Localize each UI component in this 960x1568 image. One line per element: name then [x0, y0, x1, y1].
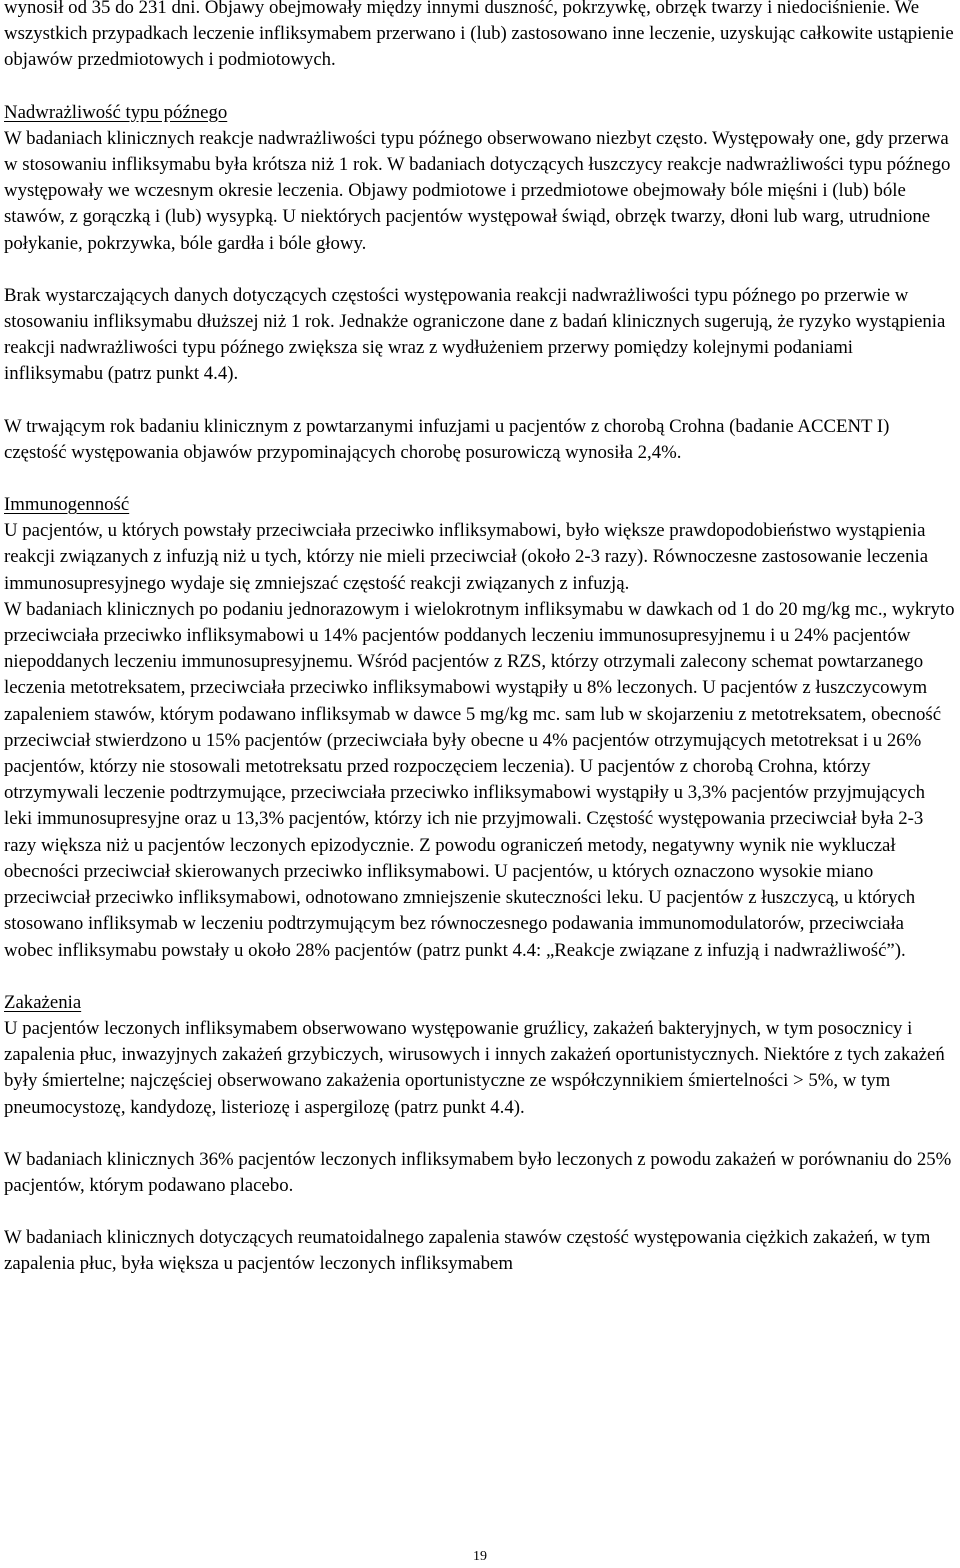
infections-text: U pacjentów leczonych infliksymabem obserwowano występowanie gruźlicy, zakażeń bakteryjnych, w tym posocznicy i zapalenia płuc, inwazyjnych zakażeń grzybiczych, wirusowych i innych zakażeń oportunistycznych. Niektóre z tych zakażeń były śmiertelne; najczęściej obserwowano zakażenia oportunistyczne ze współczynnikiem śmiertelności > 5%, w tym pneumocystozę, kandydozę, listeriozę i aspergilozę (patrz punkt 4.4).: [4, 1017, 945, 1118]
immunogenicity-text-2: W badaniach klinicznych po podaniu jednorazowym i wielokrotnym infliksymabu w dawkach od 1 do 20 mg/kg mc., wykryto przeciwciała przeciwko infliksymabowi u 14% pacjentów poddanych leczeniu immunosupresyjnemu i u 24% pacjentów niepoddanych leczeniu immunosupresyjnemu. Wśród pacjentów z RZS, którzy otrzymali zalecony schemat powtarzanego leczenia metotreksatem, przeciwciała przeciwko infliksymabowi wystąpiły u 8% leczonych. U pacjentów z łuszczycowym zapaleniem stawów, którym podawano infliksymab w dawce 5 mg/kg mc. sam lub w skojarzeniu z metotreksatem, obecność przeciwciał stwierdzono u 15% pacjentów (przeciwciała były obecne u 4% pacjentów otrzymujących metotreksat i u 26% pacjentów, którzy nie stosowali metotreksatu przed rozpoczęciem leczenia). U pacjentów z chorobą Crohna, którzy otrzymywali leczenie podtrzymujące, przeciwciała przeciwko infliksymabowi wystąpiły u 3,3% pacjentów przyjmujących leki immunosupresyjne oraz u 13,3% pacjentów, którzy ich nie przyjmowali. Częstość występowania przeciwciał była 2-3 razy większa niż u pacjentów leczonych epizodycznie. Z powodu ograniczeń metody, negatywny wynik nie wykluczał obecności przeciwciał skierowanych przeciwko infliksymabowi. U pacjentów, u których oznaczono wysokie miano przeciwciał przeciwko infliksymabowi, odnotowano zmniejszenie skuteczności leku. U pacjentów z łuszczycą, u których stosowano infliksymab w leczeniu podtrzymującym bez równoczesnego podawania immunomodulatorów, przeciwciała wobec infliksymabu powstały u około 28% pacjentów (patrz punkt 4.4: „Reakcje związane z infuzją i nadwrażliwość”).: [4, 598, 955, 961]
continuation-paragraph: wynosił od 35 do 231 dni. Objawy obejmowały między innymi duszność, pokrzywkę, obrzęk twarzy i niedociśnienie. We wszystkich przypadkach leczenie infliksymabem przerwano i (lub) zastosowano inne leczenie, uzyskując całkowite ustąpienie objawów przedmiotowych i podmiotowych.: [4, 0, 954, 71]
infections-section: [4, 990, 956, 1121]
immunogenicity-text-1: U pacjentów, u których powstały przeciwciała przeciwko infliksymabowi, było większe prawdopodobieństwo wystąpienia reakcji związanych z infuzją niż u tych, którzy nie mieli przeciwciał (około 2-3 razy). Równoczesne zastosowanie leczenia immunosupresyjnego wydaje się zmniejszać częstość reakcji związanych z infuzją.: [4, 520, 929, 594]
ra-infections-paragraph: W badaniach klinicznych dotyczących reumatoidalnego zapalenia stawów częstość występowania ciężkich zakażeń, w tym zapalenia płuc, była większa u pacjentów leczonych infliksymabem: [4, 1227, 931, 1275]
delayed-hypersensitivity-text: W badaniach klinicznych reakcje nadwrażliwości typu późnego obserwowano niezbyt często. Występowały one, gdy przerwa w stosowaniu infliksymabu była krótsza niż 1 rok. W badaniach dotyczących łuszczycy reakcje nadwrażliwości typu późnego występowały we wczesnym okresie leczenia. Objawy podmiotowe i przedmiotowe obejmowały bóle mięśni i (lub) bóle stawów, z gorączką i (lub) wysypką. U niektórych pacjentów występował świąd, obrzęk twarzy, dłoni lub warg, utrudnione połykanie, pokrzywka, bóle gardła i bóle głowy.: [4, 127, 951, 254]
delayed-hypersensitivity-heading: Nadwrażliwość typu późnego: [4, 101, 228, 123]
infection-rate-paragraph: W badaniach klinicznych 36% pacjentów leczonych infliksymabem było leczonych z powodu zakażeń w porównaniu do 25% pacjentów, którym podawano placebo.: [4, 1148, 952, 1196]
immunogenicity-heading: Immunogenność: [4, 494, 130, 516]
data-gap-paragraph: Brak wystarczających danych dotyczących częstości występowania reakcji nadwrażliwości typu późnego po przerwie w stosowaniu infliksymabu dłuższej niż 1 rok. Jednakże ograniczone dane z badań klinicznych sugerują, że ryzyko wystąpienia reakcji nadwrażliwości typu późnego zwiększa się wraz z wydłużeniem przerwy pomiędzy kolejnymi podaniami infliksymabu (patrz punkt 4.4).: [4, 284, 946, 385]
infections-heading: Zakażenia: [4, 991, 82, 1013]
document-page: [4, 0, 956, 1278]
accent-study-paragraph: W trwającym rok badaniu klinicznym z powtarzanymi infuzjami u pacjentów z chorobą Crohna (badanie ACCENT I) częstość występowania objawów przypominających chorobę posurowiczą wynosiła 2,4%.: [4, 415, 890, 463]
delayed-hypersensitivity-section: [4, 100, 956, 257]
page-number: 19: [473, 1549, 487, 1564]
immunogenicity-section: [4, 492, 956, 964]
